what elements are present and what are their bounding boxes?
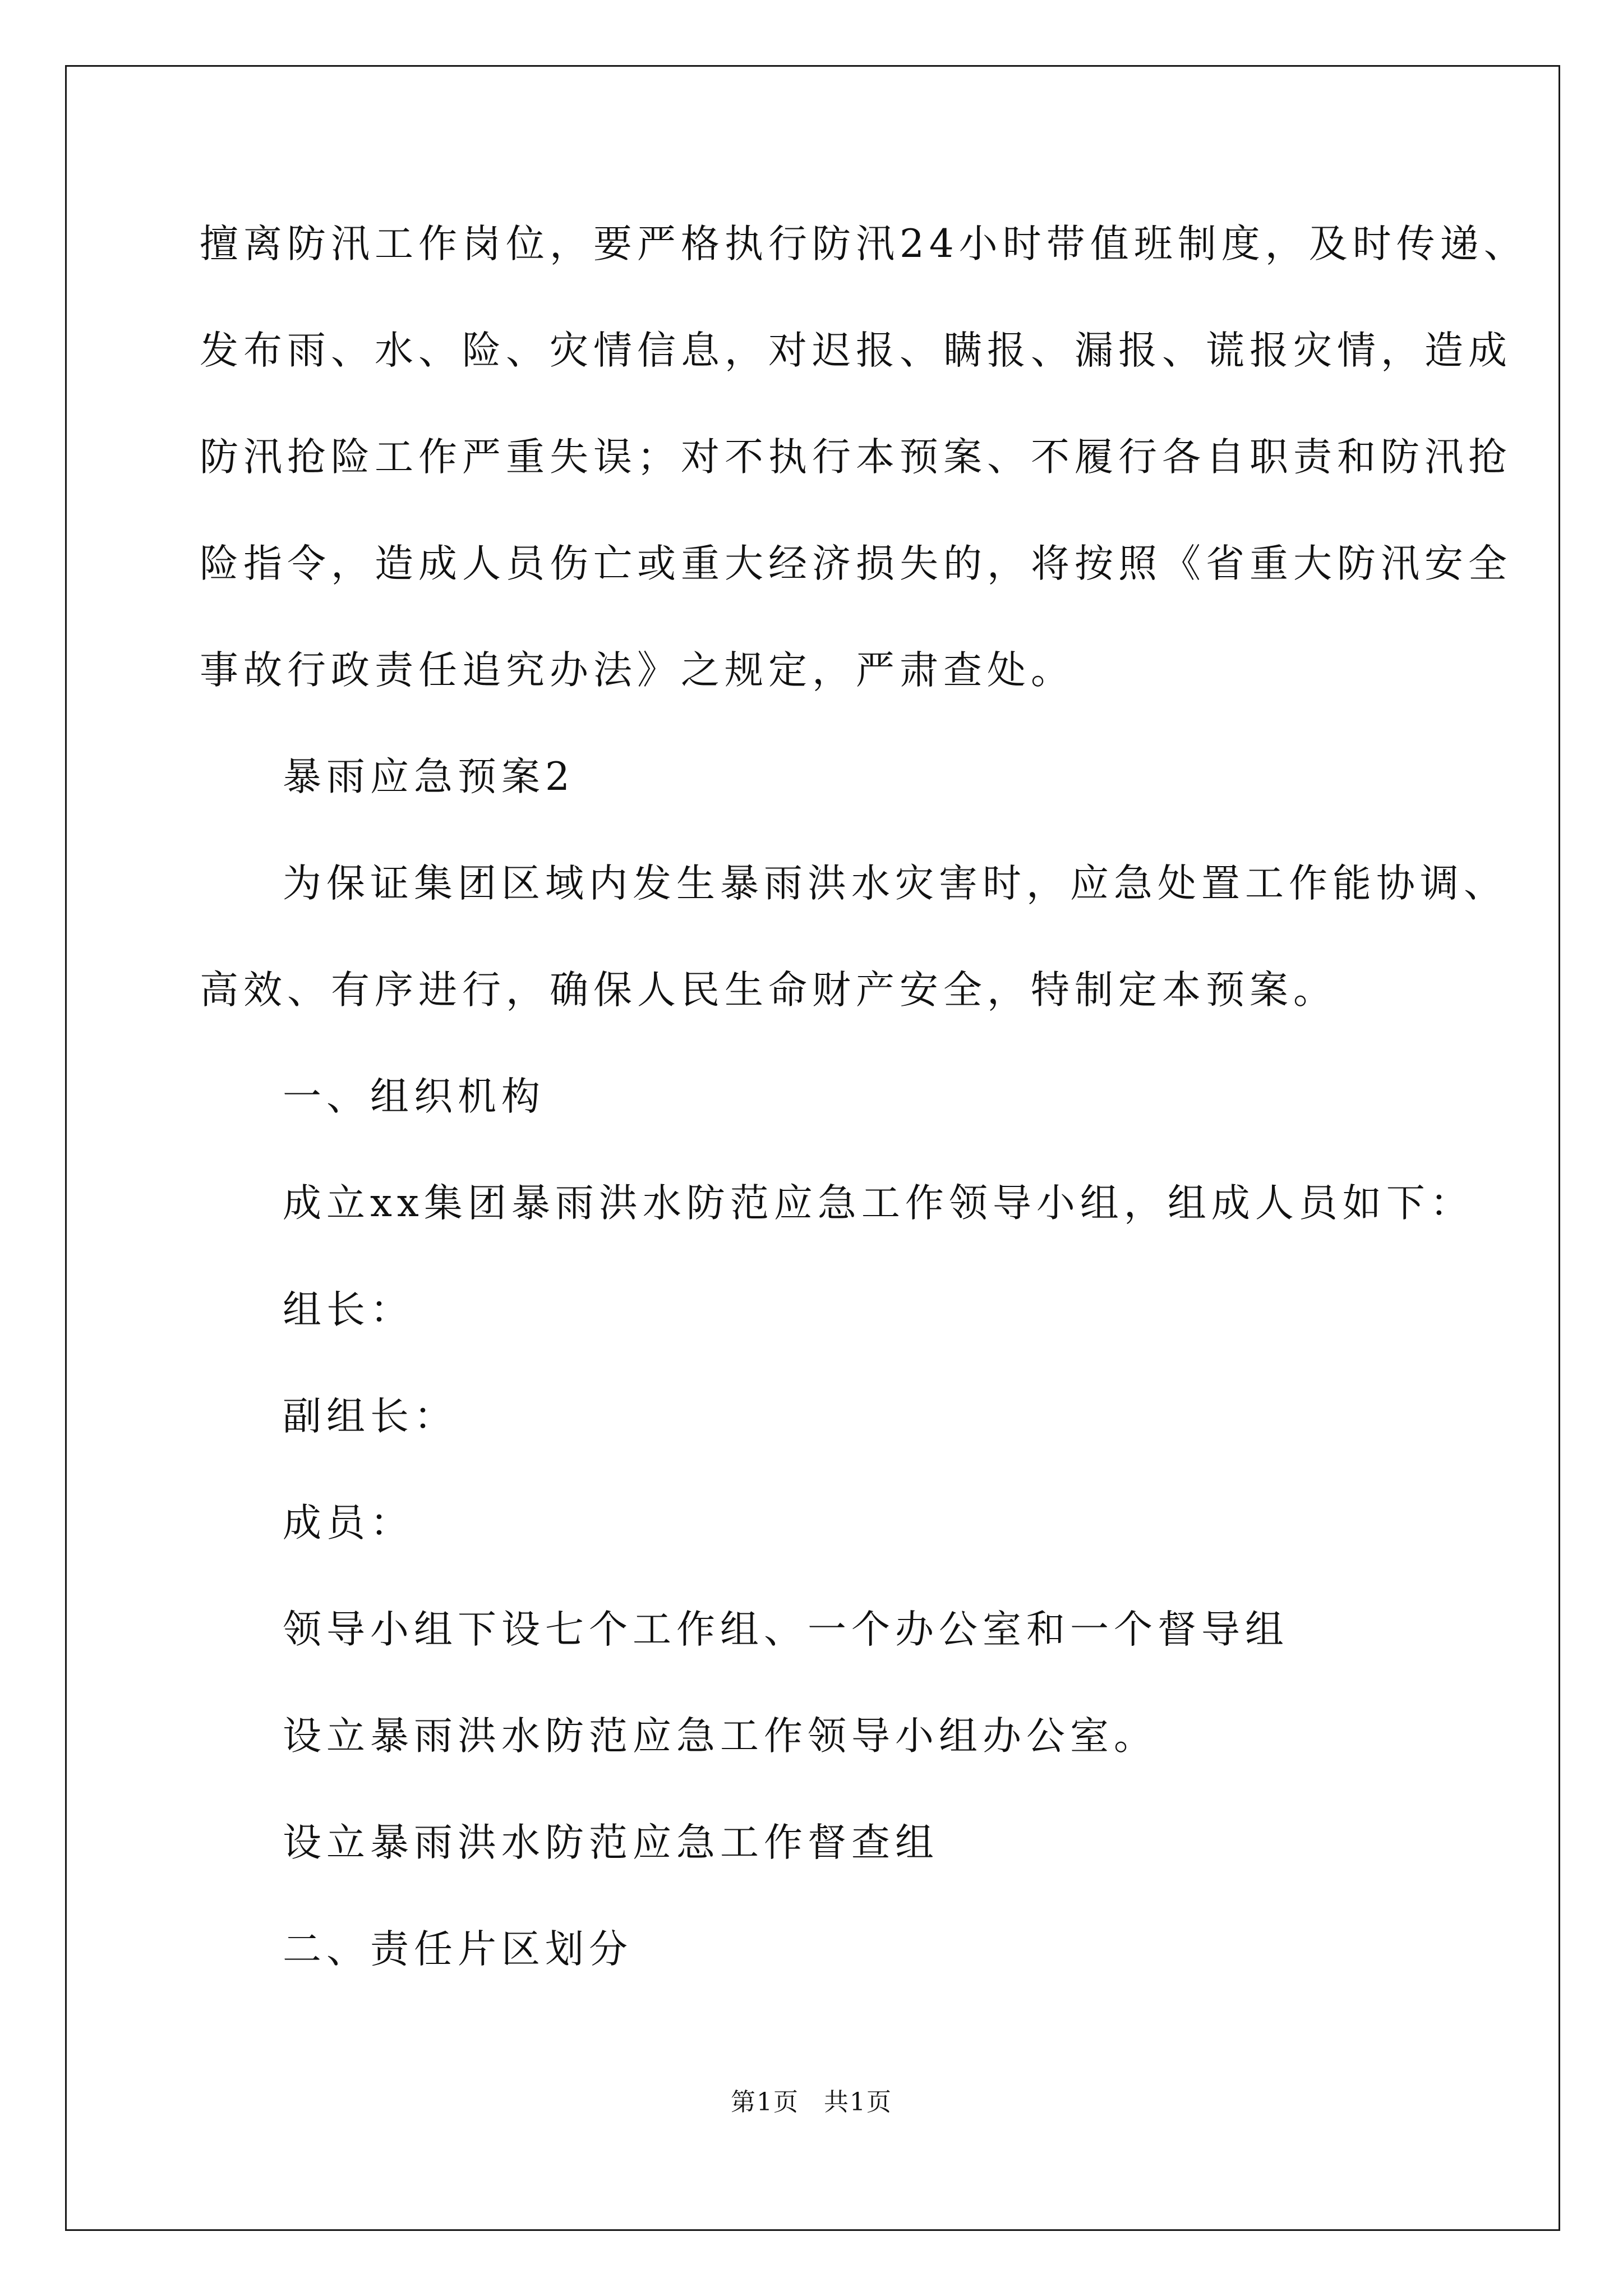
- body-line-3: 防汛抢险工作严重失误；对不执行本预案、不履行各自职责和防汛抢: [200, 435, 1512, 480]
- body-line-16: 设立暴雨洪水防范应急工作督查组: [283, 1820, 939, 1865]
- page-number: 第1页: [731, 2088, 799, 2116]
- section-title: 暴雨应急预案2: [283, 754, 575, 799]
- body-line-4: 险指令，造成人员伤亡或重大经济损失的，将按照《省重大防汛安全: [200, 541, 1512, 586]
- body-line-8: 高效、有序进行，确保人民生命财产安全，特制定本预案。: [200, 968, 1337, 1013]
- body-line-5: 事故行政责任追究办法》之规定，严肃查处。: [200, 648, 1075, 693]
- body-line-10: 成立xx集团暴雨洪水防范应急工作领导小组，组成人员如下：: [283, 1181, 1474, 1226]
- field-deputy-leader: 副组长：: [283, 1394, 458, 1439]
- body-line-1: 擅离防汛工作岗位，要严格执行防汛24小时带值班制度，及时传递、: [200, 222, 1528, 266]
- document-body: [200, 191, 1528, 2003]
- body-line-14: 领导小组下设七个工作组、一个办公室和一个督导组: [283, 1607, 1289, 1652]
- body-line-2: 发布雨、水、险、灾情信息，对迟报、瞒报、漏报、谎报灾情，造成: [200, 328, 1512, 373]
- heading-organization: 一、组织机构: [283, 1074, 545, 1119]
- page-total: 共1页: [824, 2088, 892, 2116]
- body-line-7: 为保证集团区域内发生暴雨洪水灾害时，应急处置工作能协调、: [283, 861, 1507, 906]
- page-footer: [0, 2086, 1623, 2119]
- body-line-15: 设立暴雨洪水防范应急工作领导小组办公室。: [283, 1714, 1158, 1759]
- field-members: 成员：: [283, 1501, 414, 1545]
- field-leader: 组长：: [283, 1287, 414, 1332]
- heading-responsibility-zones: 二、责任片区划分: [283, 1927, 633, 1972]
